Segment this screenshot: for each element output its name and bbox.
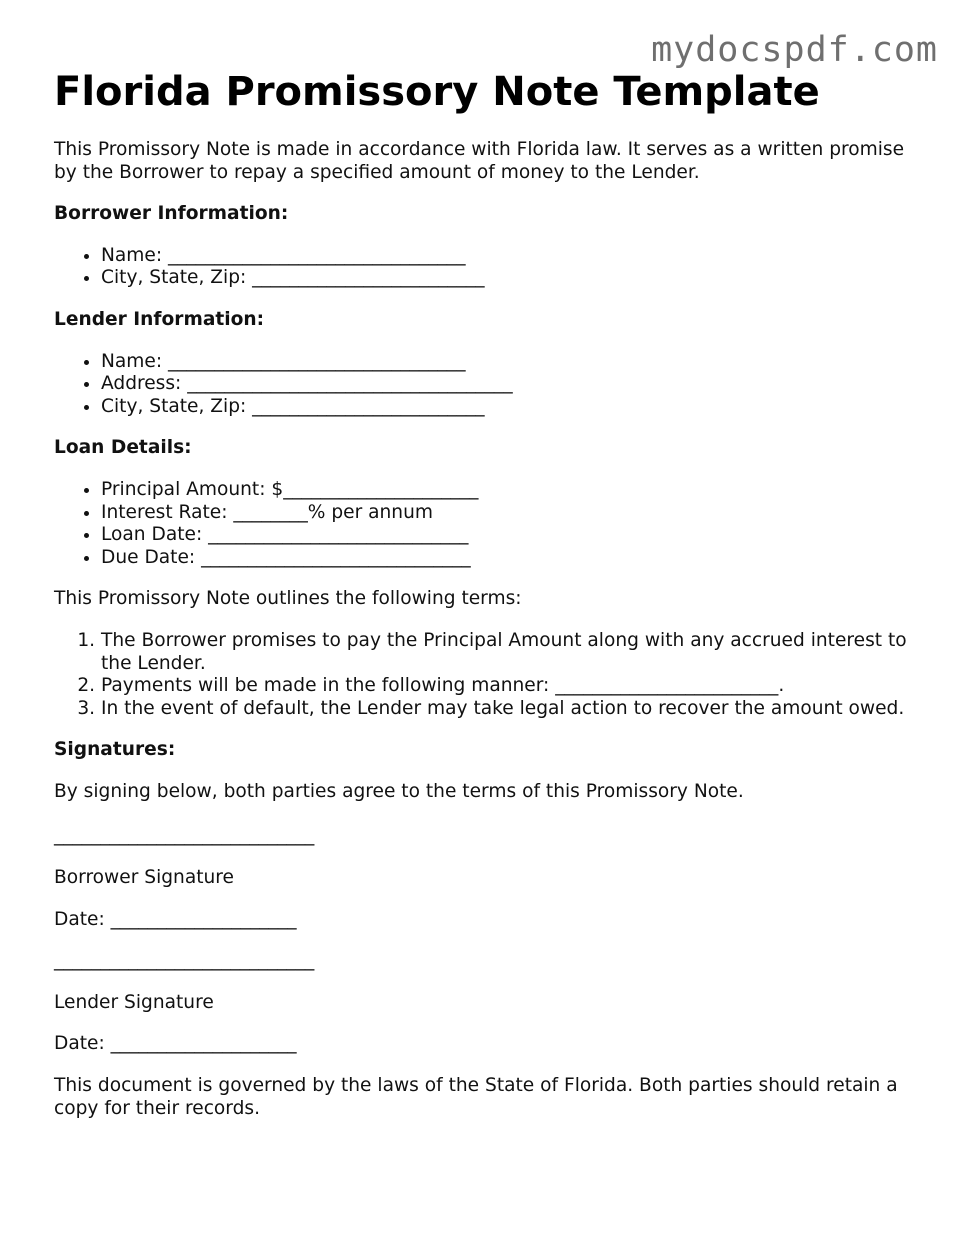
borrower-name-field: • Name: ________________________________: [101, 245, 924, 268]
terms-list: [54, 630, 924, 720]
interest-rate-field: • Interest Rate: ________% per annum: [101, 502, 924, 525]
lender-city-state-zip-field: • City, State, Zip: _________________________: [101, 396, 924, 419]
borrower-list: [54, 245, 924, 290]
lender-name-field: • Name: ________________________________: [101, 351, 924, 374]
borrower-signature-line: ____________________________: [54, 825, 315, 847]
borrower-signature-label: Borrower Signature: [54, 867, 234, 889]
lender-signature-line: ____________________________: [54, 950, 315, 972]
loan-date-field: • Loan Date: ____________________________: [101, 524, 924, 547]
loan-details-heading: Loan Details:: [54, 437, 192, 459]
loan-details-list: [54, 479, 924, 569]
intro-paragraph: This Promissory Note is made in accordance with Florida law. It serves as a written promise by the Borrower to repay a specified amount of money to the Lender.: [54, 139, 905, 183]
watermark: mydocspdf.com: [651, 30, 938, 70]
lender-address-field: • Address: ___________________________________: [101, 373, 924, 396]
signatures-statement: By signing below, both parties agree to the terms of this Promissory Note.: [54, 780, 744, 802]
lender-signature-label: Lender Signature: [54, 991, 214, 1013]
footer-paragraph: This document is governed by the laws of the State of Florida. Both parties should retain a copy for their records.: [54, 1075, 898, 1119]
terms-intro: This Promissory Note outlines the following terms:: [54, 588, 522, 610]
term-item: 2. Payments will be made in the following manner: ________________________.: [101, 675, 924, 698]
lender-date-field: Date: ____________________: [54, 1033, 297, 1055]
signatures-heading: Signatures:: [54, 739, 176, 761]
term-item: 1. The Borrower promises to pay the Principal Amount along with any accrued interest to the Lender.: [101, 630, 924, 675]
borrower-city-state-zip-field: • City, State, Zip: _________________________: [101, 267, 924, 290]
document-title: Florida Promissory Note Template: [54, 69, 820, 115]
due-date-field: • Due Date: _____________________________: [101, 547, 924, 570]
principal-amount-field: • Principal Amount: $_____________________: [101, 479, 924, 502]
borrower-date-field: Date: ____________________: [54, 908, 297, 930]
lender-heading: Lender Information:: [54, 308, 265, 330]
lender-list: [54, 351, 924, 419]
borrower-heading: Borrower Information:: [54, 203, 289, 225]
document-page: [54, 68, 924, 1139]
term-item: 3. In the event of default, the Lender may take legal action to recover the amount owed.: [101, 698, 924, 721]
